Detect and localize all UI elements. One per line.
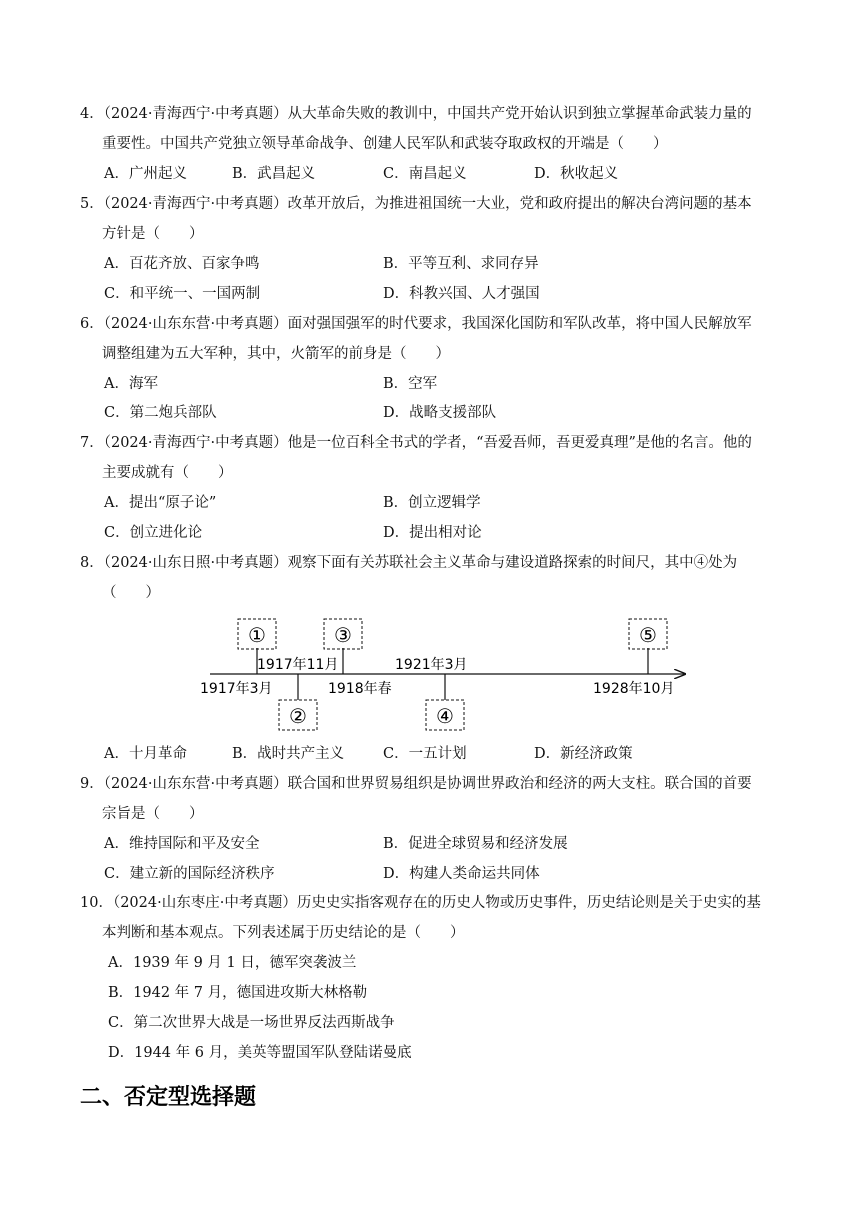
option-b: B．1942 年 7 月，德国进攻斯大林格勒 xyxy=(108,985,368,1001)
question-5-stem-cont: 方针是（ ） xyxy=(102,226,204,242)
option-c: C．南昌起义 xyxy=(383,166,467,182)
option-a: A．海军 xyxy=(104,376,158,392)
option-d: D．提出相对论 xyxy=(383,525,482,541)
marker-1: ① xyxy=(248,623,266,647)
date-1921-mar: 1921年3月 xyxy=(395,657,468,673)
question-text: （2024·青海西宁·中考真题）改革开放后，为推进祖国统一大业，党和政府提出的解决台湾问题的基本 xyxy=(103,196,752,212)
question-text: （2024·山东日照·中考真题）观察下面有关苏联社会主义革命与建设道路探索的时间尺，其中④处为 xyxy=(103,555,738,571)
option-d: D．新经济政策 xyxy=(534,746,633,762)
option-c: C．第二次世界大战是一场世界反法西斯战争 xyxy=(108,1015,395,1031)
question-number: 7． xyxy=(80,435,104,451)
question-6-stem xyxy=(80,314,752,334)
marker-2: ② xyxy=(289,704,307,728)
question-text: （2024·青海西宁·中考真题）他是一位百科全书式的学者，“吾爱吾师，吾更爱真理”是他的名言。他的 xyxy=(103,435,752,451)
date-1918-spring: 1918年春 xyxy=(328,681,392,697)
option-c: C．和平统一、一国两制 xyxy=(104,286,261,302)
question-4-stem xyxy=(80,104,752,124)
date-1917-nov: 1917年11月 xyxy=(257,657,339,673)
option-a: A．提出“原子论” xyxy=(104,495,217,511)
date-1917-mar: 1917年3月 xyxy=(200,681,273,697)
question-text: （2024·山东东营·中考真题）联合国和世界贸易组织是协调世界政治和经济的两大支柱。联合国的首要 xyxy=(103,776,752,792)
option-b: B．空军 xyxy=(383,376,438,392)
timeline-diagram xyxy=(190,610,700,740)
question-9-stem-cont: 宗旨是（ ） xyxy=(102,806,204,822)
option-b: B．战时共产主义 xyxy=(232,746,345,762)
option-b: B．武昌起义 xyxy=(232,166,316,182)
option-d: D．战略支援部队 xyxy=(383,405,497,421)
option-b: B．平等互利、求同存异 xyxy=(383,256,539,272)
question-number: 5． xyxy=(80,196,104,212)
option-b: B．创立逻辑学 xyxy=(383,495,481,511)
question-7-stem-cont: 主要成就有（ ） xyxy=(102,465,233,481)
marker-5: ⑤ xyxy=(639,623,657,647)
question-text: （2024·山东枣庄·中考真题）历史史实指客观存在的历史人物或历史事件，历史结论则是关于史实的基 xyxy=(112,895,761,911)
option-a: A．维持国际和平及安全 xyxy=(104,836,260,852)
option-c: C．一五计划 xyxy=(383,746,467,762)
option-d: D．科教兴国、人才强国 xyxy=(383,286,540,302)
question-number: 6． xyxy=(80,316,104,332)
option-d: D．构建人类命运共同体 xyxy=(383,866,540,882)
question-text: （2024·青海西宁·中考真题）从大革命失败的教训中，中国共产党开始认识到独立掌握革命武装力量的 xyxy=(103,106,752,122)
marker-3: ③ xyxy=(334,623,352,647)
option-a: A．1939 年 9 月 1 日，德军突袭波兰 xyxy=(108,955,357,971)
section-heading: 二、否定型选择题 xyxy=(80,1085,257,1110)
option-d: D．1944 年 6 月，美英等盟国军队登陆诺曼底 xyxy=(108,1045,412,1061)
question-9-stem xyxy=(80,774,752,794)
question-7-stem xyxy=(80,433,752,453)
option-c: C．创立进化论 xyxy=(104,525,203,541)
question-8-stem-cont: （ ） xyxy=(102,585,160,601)
option-a: A．百花齐放、百家争鸣 xyxy=(104,256,260,272)
question-4-stem-cont: 重要性。中国共产党独立领导革命战争、创建人民军队和武装夺取政权的开端是（ ） xyxy=(102,136,668,152)
question-number: 9． xyxy=(80,776,104,792)
option-c: C．第二炮兵部队 xyxy=(104,405,217,421)
marker-4: ④ xyxy=(436,704,454,728)
question-8-stem xyxy=(80,553,737,573)
question-number: 10． xyxy=(80,895,113,911)
option-a: A．十月革命 xyxy=(104,746,187,762)
option-d: D．秋收起义 xyxy=(534,166,619,182)
option-b: B．促进全球贸易和经济发展 xyxy=(383,836,568,852)
option-a: A．广州起义 xyxy=(104,166,187,182)
question-number: 4． xyxy=(80,106,104,122)
question-10-stem-cont: 本判断和基本观点。下列表述属于历史结论的是（ ） xyxy=(102,925,465,941)
question-6-stem-cont: 调整组建为五大军种，其中，火箭军的前身是（ ） xyxy=(102,346,450,362)
question-number: 8． xyxy=(80,555,104,571)
question-text: （2024·山东东营·中考真题）面对强国强军的时代要求，我国深化国防和军队改革，将中国人民解放军 xyxy=(103,316,752,332)
question-5-stem xyxy=(80,194,752,214)
option-c: C．建立新的国际经济秩序 xyxy=(104,866,275,882)
question-10-stem xyxy=(80,893,761,913)
date-1928-oct: 1928年10月 xyxy=(593,681,675,697)
